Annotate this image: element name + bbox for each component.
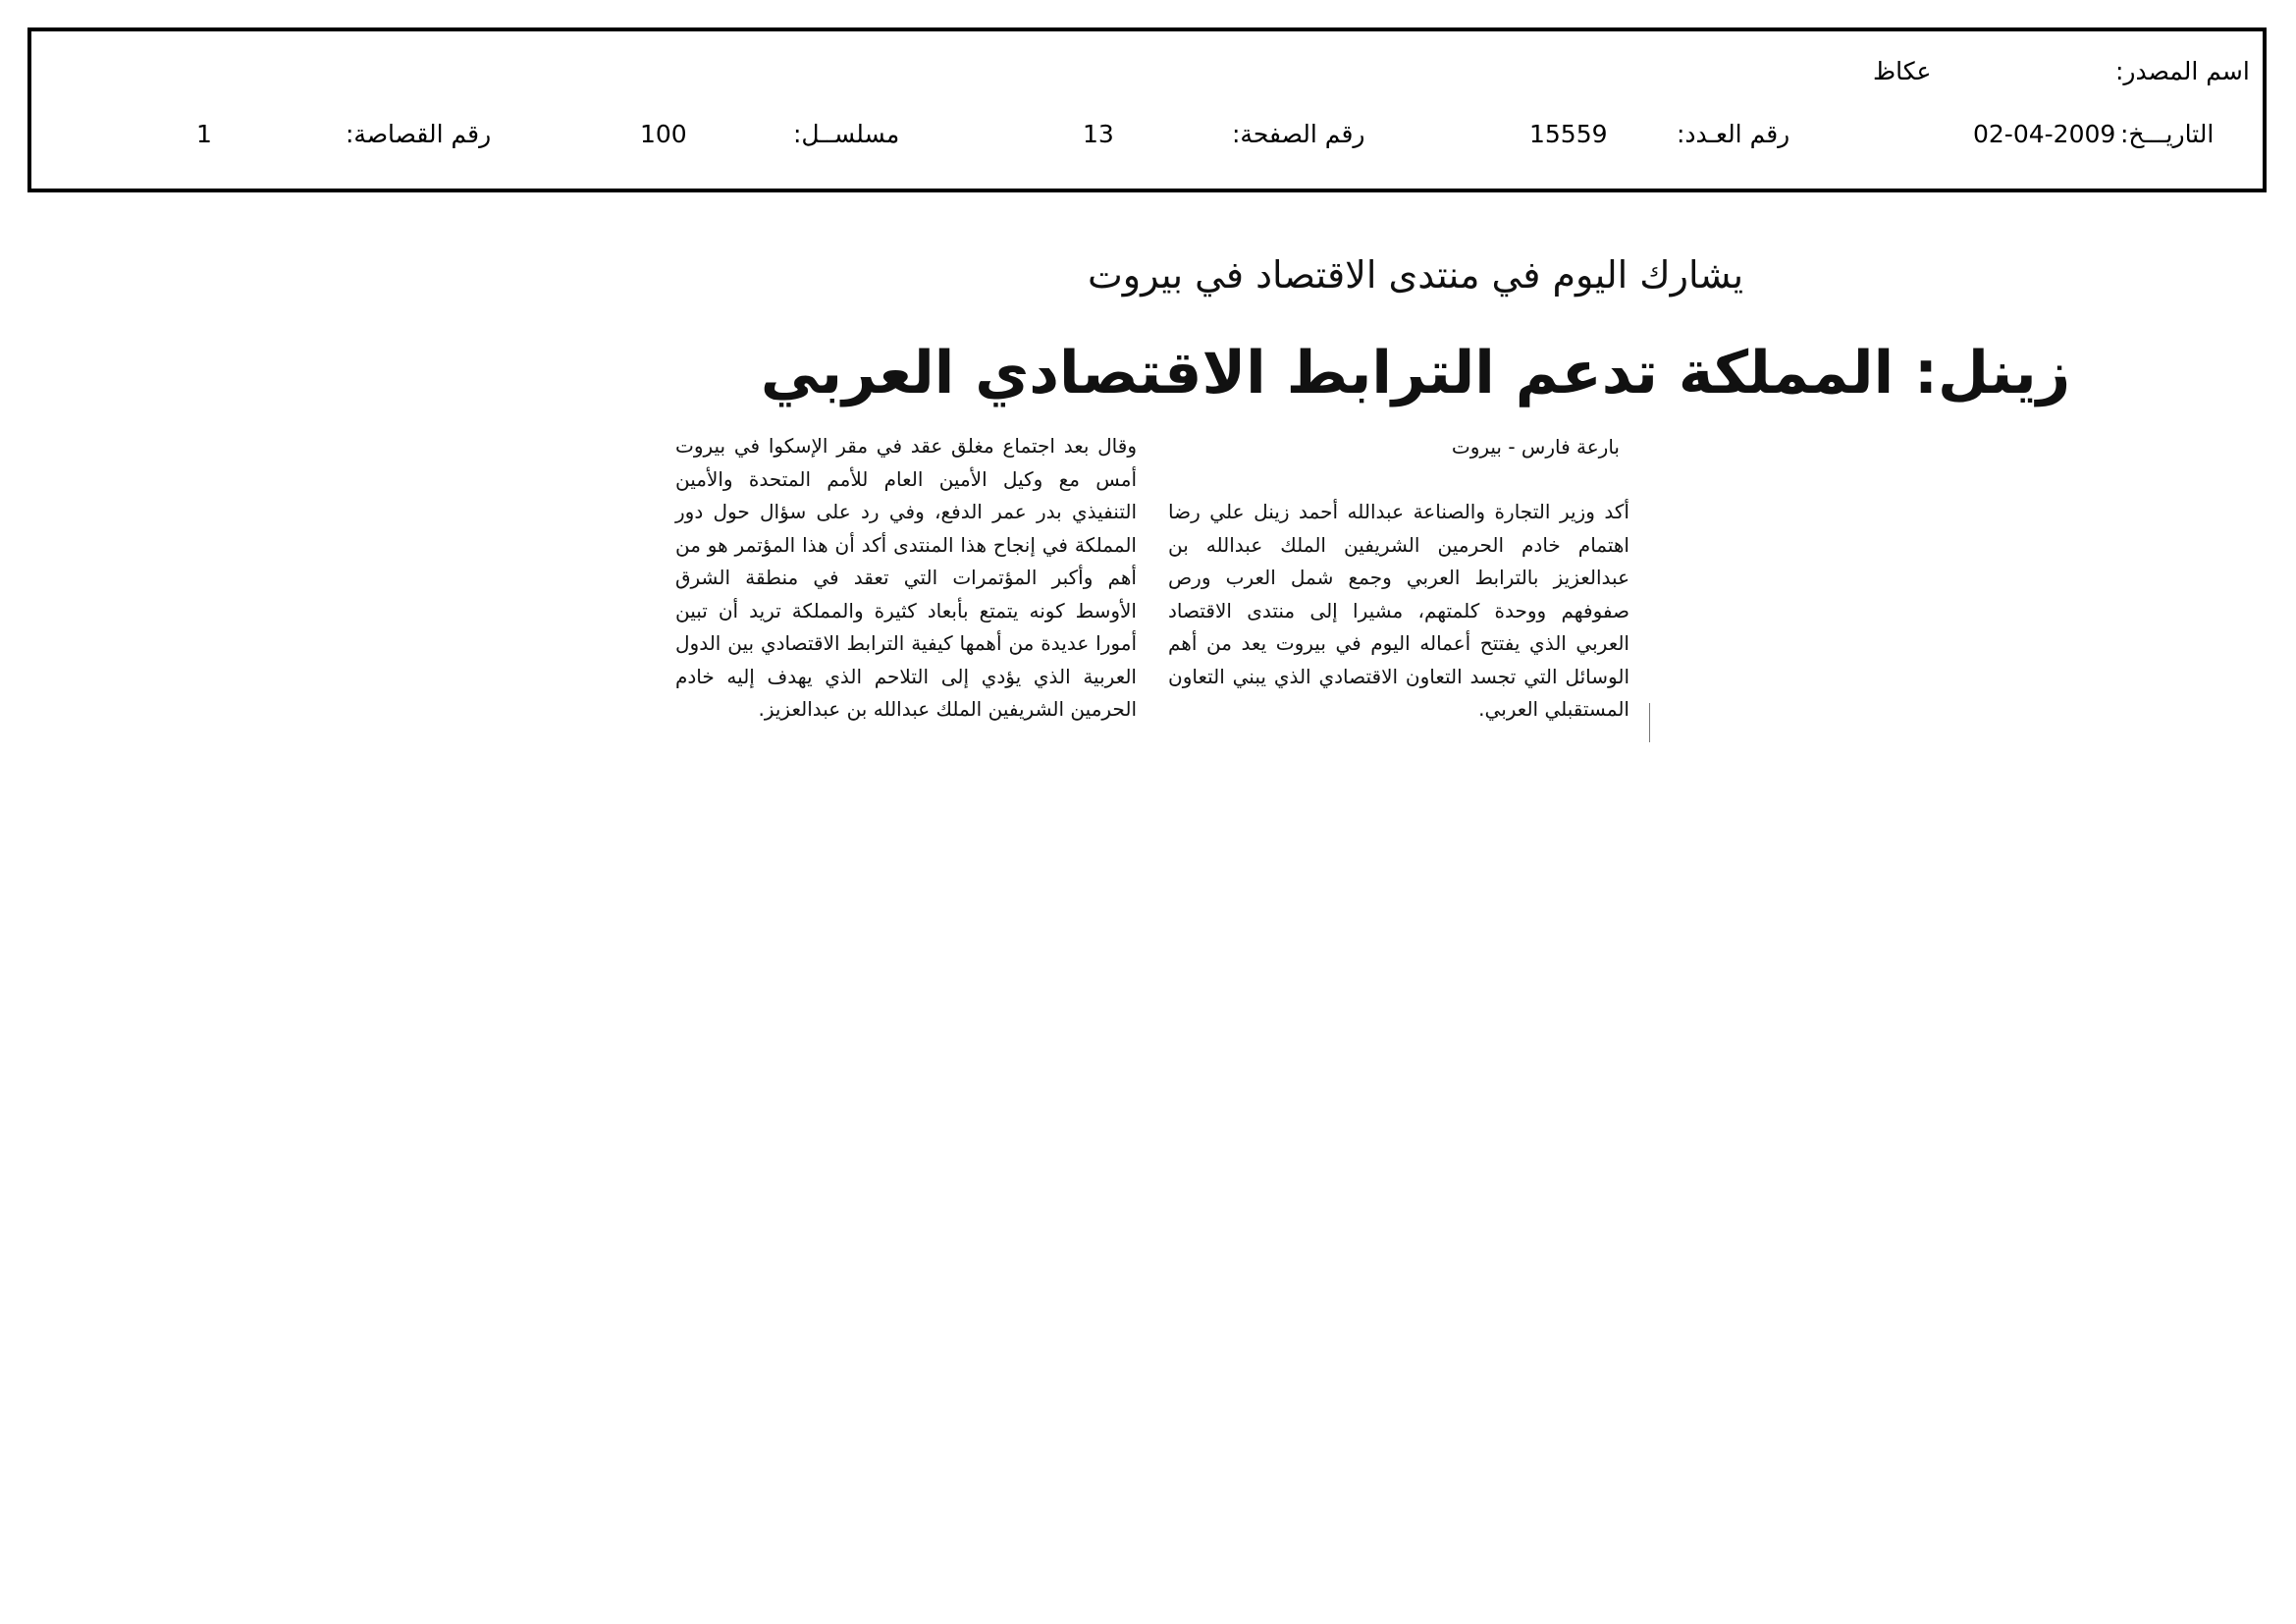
article-headline: زينل: المملكة تدعم الترابط الاقتصادي العربي xyxy=(760,339,2071,407)
article-kicker: يشارك اليوم في منتدى الاقتصاد في بيروت xyxy=(1087,253,1744,297)
source-label: اسم المصدر: xyxy=(2115,57,2250,85)
issue-value: 15559 xyxy=(1529,120,1608,148)
serial-label: مسلســل: xyxy=(793,120,900,148)
issue-label: رقم العـدد: xyxy=(1677,120,1790,148)
clip-number-label: رقم القصاصة: xyxy=(346,120,492,148)
article-column-left: وقال بعد اجتماع مغلق عقد في مقر الإسكوا في بيروت أمس مع وكيل الأمين العام للأمم المتحدة والأمين التنفيذي بدر عمر الدفع، وفي رد على سؤال حول دور المملكة في إنجاح هذا المنتدى أكد أن هذا المؤتمر هو من أهم وأكبر المؤتمرات التي تعقد في منطقة الشرق الأوسط كونه يتمتع بأبعاد كثيرة والمملكة تريد أن تبين أمورا عديدة من أهمها كيفية الترابط الاقتصادي بين الدول العربية الذي يؤدي إلى التلاحم الذي يهدف إليه خادم الحرمين الشريفين الملك عبدالله بن عبدالعزيز. xyxy=(675,434,1137,721)
serial-value: 100 xyxy=(640,120,687,148)
article-column-right: أكد وزير التجارة والصناعة عبدالله أحمد زينل علي رضا اهتمام خادم الحرمين الشريفين الملك عبدالله بن عبدالعزيز بالترابط العربي وجمع شمل العرب ورص صفوفهم ووحدة كلمتهم، مشيرا إلى منتدى الاقتصاد العربي الذي يفتتح أعماله اليوم في بيروت يعد من أهم الوسائل التي تجسد التعاون الاقتصادي الذي يبني التعاون المستقبلي العربي. xyxy=(1168,500,1629,721)
clip-number-value: 1 xyxy=(196,120,212,148)
page-label: رقم الصفحة: xyxy=(1232,120,1365,148)
date-label: التاريـــخ: xyxy=(2120,120,2215,148)
date-value: 02-04-2009 xyxy=(1973,120,2116,148)
article-byline: بارعة فارس - بيروت xyxy=(1451,435,1620,459)
clipping-metadata-box xyxy=(27,27,2267,192)
source-value: عكاظ xyxy=(1873,57,1932,85)
column-edge-mark xyxy=(1649,703,1650,742)
page-value: 13 xyxy=(1083,120,1114,148)
